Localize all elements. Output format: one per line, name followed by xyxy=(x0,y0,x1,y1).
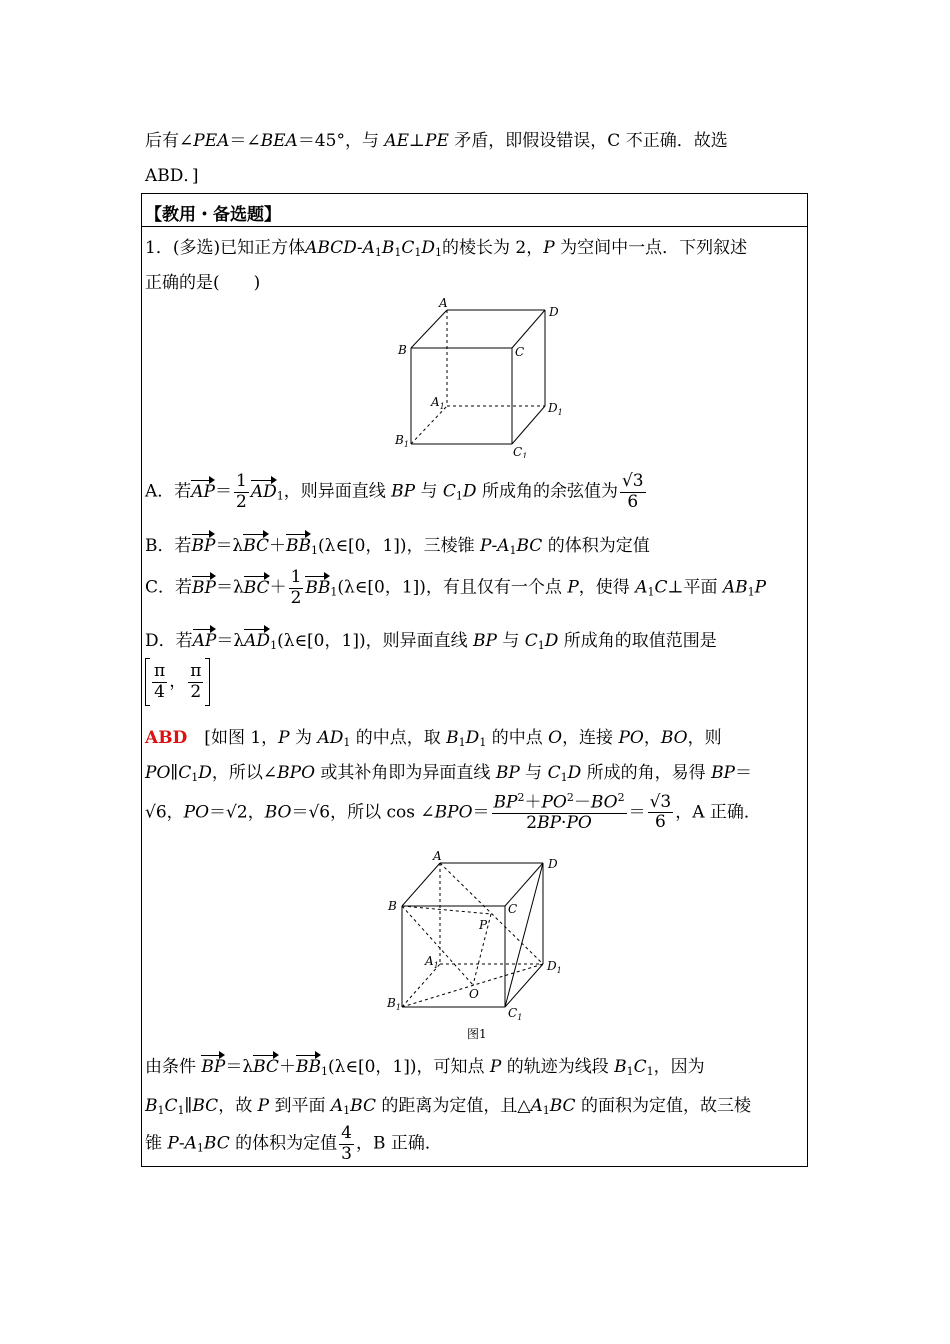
solution-line-5: $B_1C_1\parallel BC$，故 P 到平面 $A_1BC$ 的距离为定值，且$\triangle A_1BC$ 的面积为定值，故三棱 xyxy=(145,1096,751,1117)
fig1-label-A1: $A_1$ xyxy=(431,395,445,411)
option-a: A．若AP＝ $\frac{1}{2}$ $AD_1$，则异面直线 BP 与 $C_1D$ 所成角的余弦值为 $\frac{√3}{6}$ xyxy=(145,471,644,512)
fig1-label-C1: $C_1$ xyxy=(513,445,528,458)
solution-line-6: 锥 $P-A_1BC$ 的体积为定值 $\frac{4}{3}$ ，B 正确． xyxy=(145,1123,442,1164)
fig2-caption: 图1 xyxy=(467,1027,487,1041)
solution-line-2: $PO\parallel C_1D$，所以∠BPO 或其补角即为异面直线 BP 与 $C_1D$ 所成的角，易得 BP＝ xyxy=(145,763,752,784)
fig1-label-D1: $D_1$ xyxy=(548,401,563,417)
question-line-1: 1．(多选)已知正方体ABCD-$A_1B_1C_1D_1$的棱长为 2，P 为空间中一点．下列叙述 xyxy=(145,238,748,259)
cube-figure-1 xyxy=(395,298,575,458)
fig1-label-B: B xyxy=(398,343,407,357)
fig2-label-A: A xyxy=(433,850,442,863)
intro-line-1: 后有∠PEA＝∠BEA＝45°，与 AE⊥PE 矛盾，即假设错误，C 不正确．故选 xyxy=(145,131,728,151)
fig1-label-D: D xyxy=(549,305,559,319)
fig2-label-P: P xyxy=(479,918,488,932)
fig2-label-A1: $A_1$ xyxy=(425,954,439,970)
fig2-label-C: C xyxy=(508,902,518,916)
fig2-label-O: O xyxy=(469,987,479,1001)
option-d: D．若AP＝λAD$_1$(λ∈[0，1])，则异面直线 BP 与 $C_1D$ 所成角的取值范围是 xyxy=(145,631,717,652)
section-title: 【教用・备选题】 xyxy=(145,205,281,225)
fig2-label-C1: $C_1$ xyxy=(508,1006,523,1022)
fig1-label-C: C xyxy=(515,345,525,359)
fig2-label-D1: $D_1$ xyxy=(547,959,562,975)
solution-line-3: √6，PO＝√2，BO＝√6，所以 cos ∠BPO＝ $\frac{BP^2+PO^2-BO^2}{2BP\cdot PO}$ ＝ $\frac{√3}{6}$ ，A 正确． xyxy=(145,791,761,834)
intro-line-2: ABD．] xyxy=(145,166,199,186)
answer-key: ABD xyxy=(145,728,188,748)
cube-figure-2 xyxy=(385,850,575,1042)
solution-line-4: 由条件 $BP=\lambda BC+BB_1(\lambda\in[0$，1])，可知点 P 的轨迹为线段 $B_1C_1$，因为 xyxy=(145,1057,705,1078)
fig1-label-A: A xyxy=(439,298,448,310)
question-line-2: 正确的是( ) xyxy=(145,273,261,293)
fig2-label-B1: $B_1$ xyxy=(387,996,401,1012)
fig1-label-B1: $B_1$ xyxy=(395,433,409,449)
fig2-label-D: D xyxy=(548,857,558,871)
fig2-label-B: B xyxy=(388,899,397,913)
solution-line-1: ABD [如图 1，P 为 $AD_1$ 的中点，取 $B_1D_1$ 的中点 O，连接 PO，BO，则 xyxy=(145,728,722,749)
option-d-range: $\frac{\pi}{4}$ ， $\frac{\pi}{2}$ xyxy=(145,658,210,706)
option-c: C．若BP＝λBC＋ $\frac{1}{2}$ $BB_1(\lambda\in[0$，1])，有且仅有一个点 P，使得 $A_1C\perp$平面 $AB_1P$ xyxy=(145,567,767,608)
header-divider xyxy=(141,226,808,227)
option-b: B．若$BP=\lambda BC+BB_1(\lambda\in[0$，1])，三棱锥 $P-A_1BC$ 的体积为定值 xyxy=(145,536,650,557)
